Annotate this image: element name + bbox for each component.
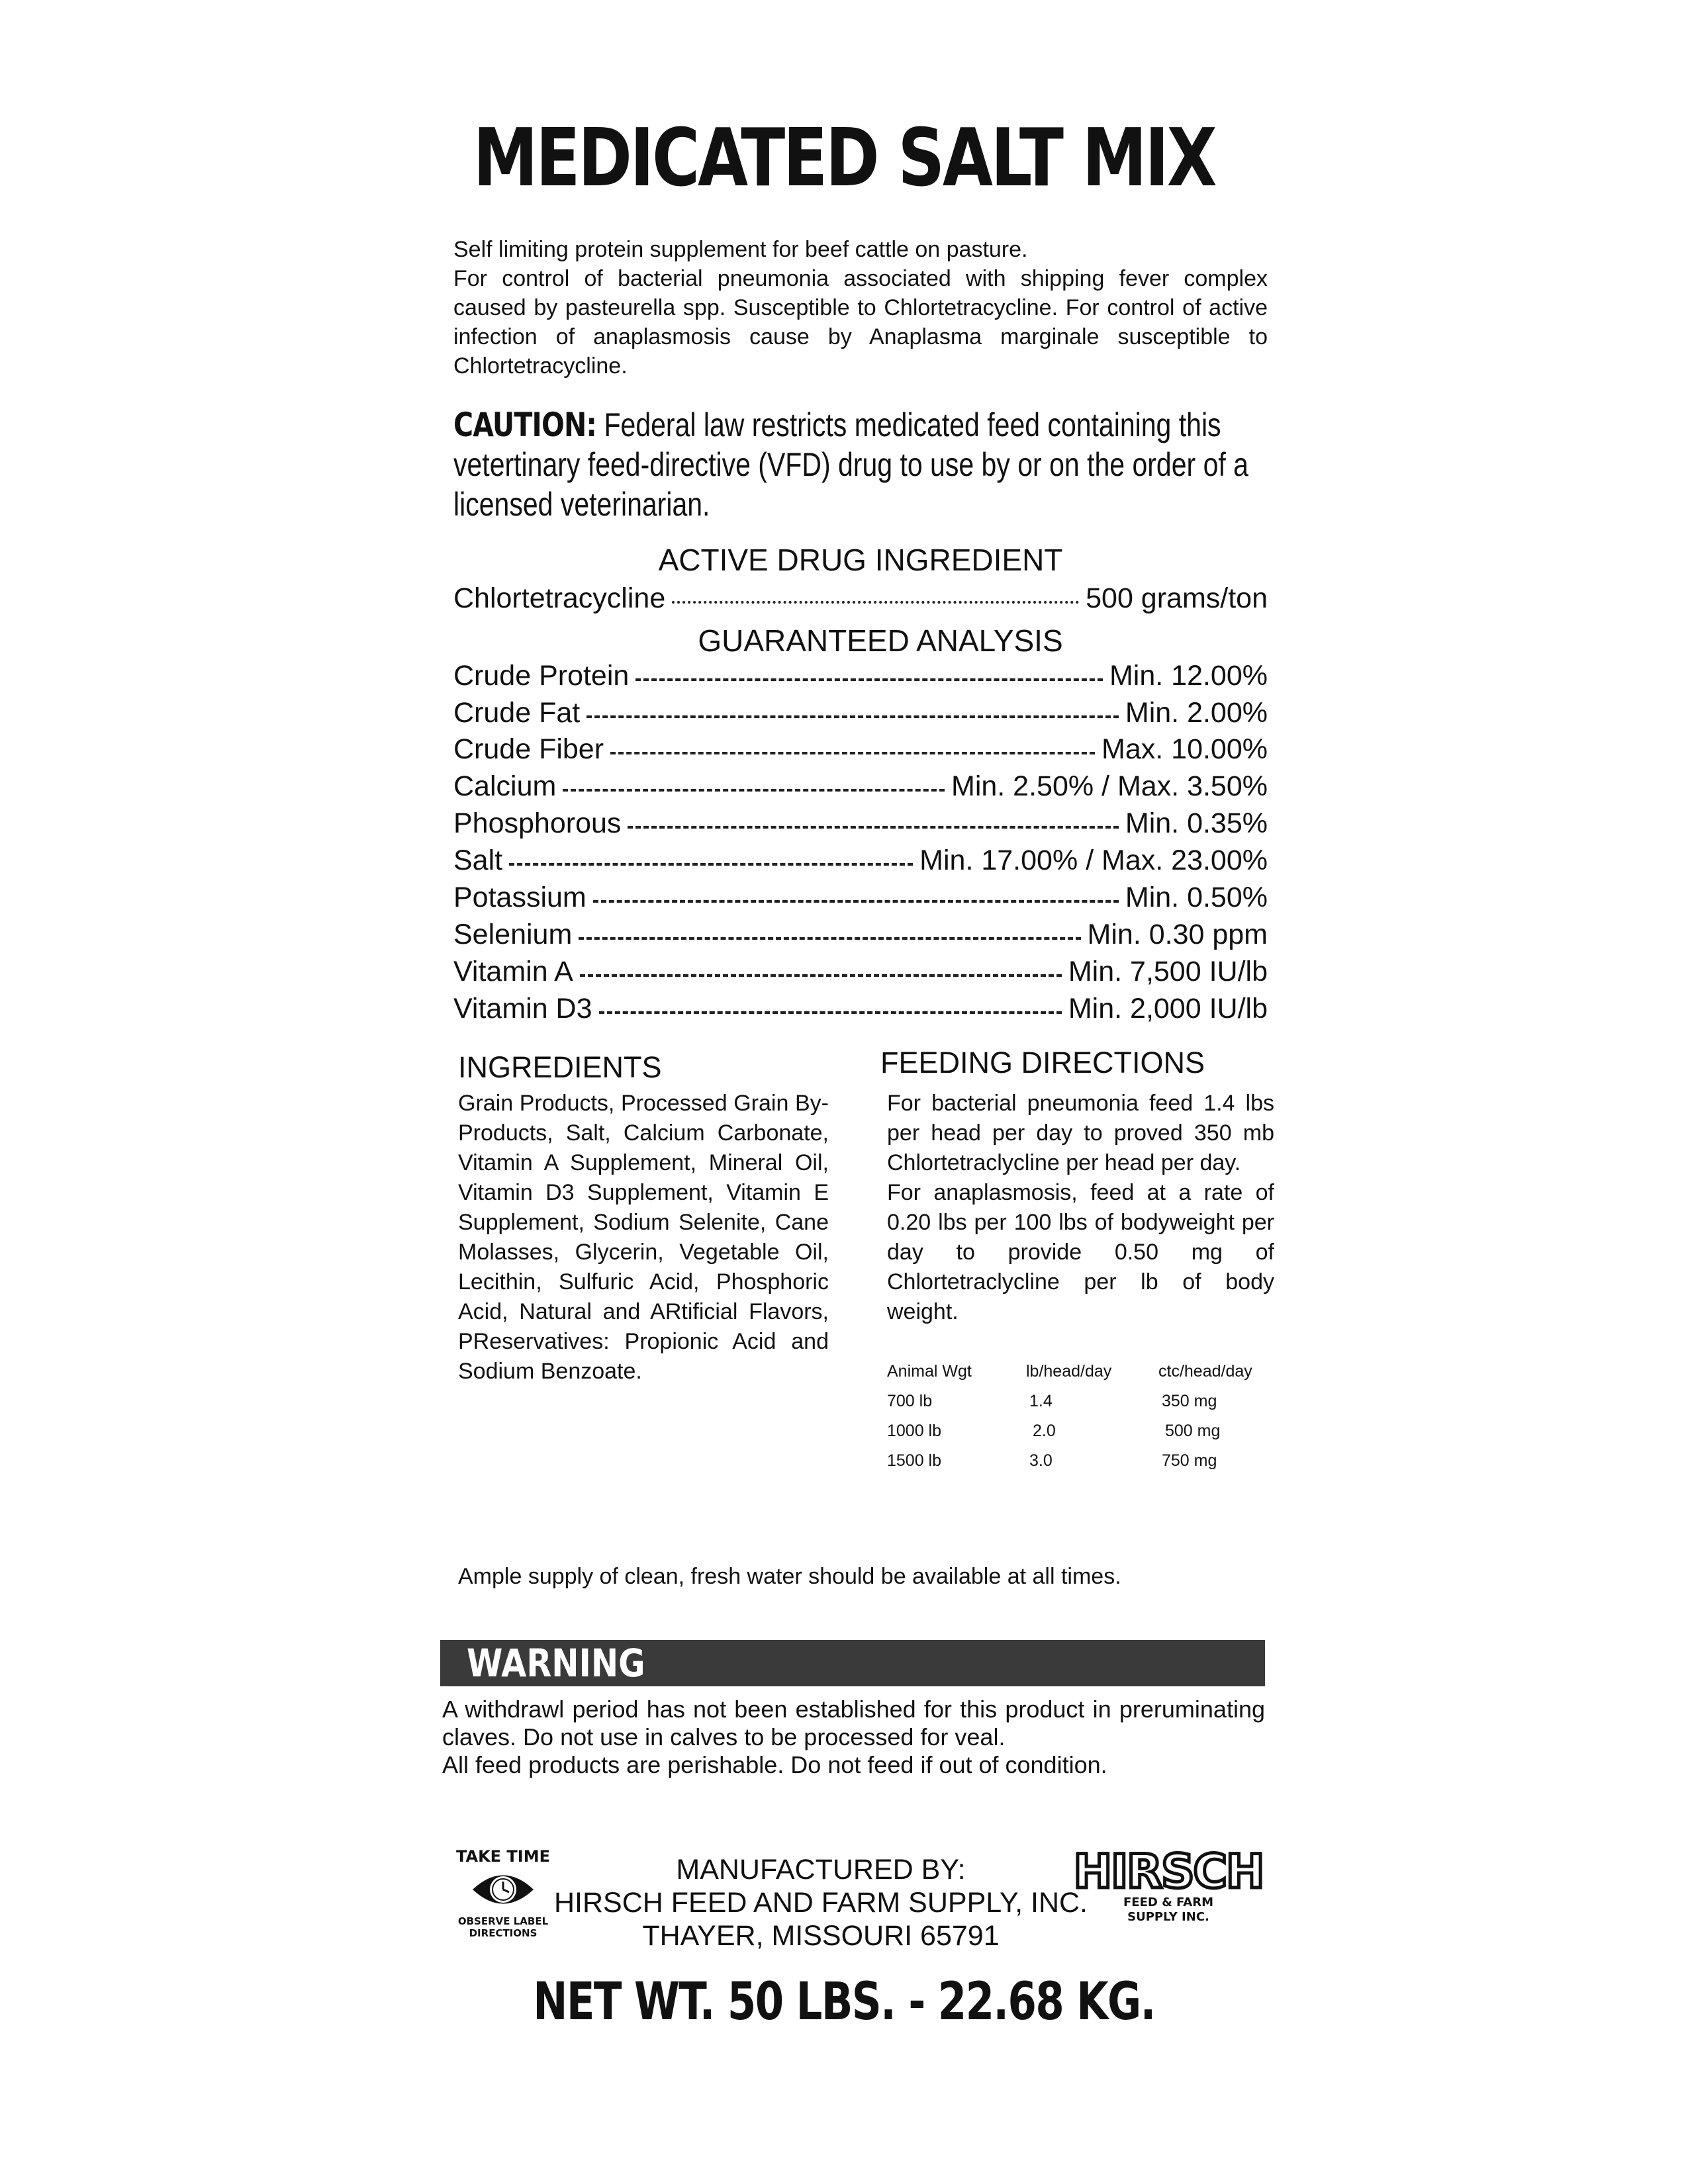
guaranteed-analysis-heading: GUARANTEED ANALYSIS (698, 623, 1063, 658)
feeding-heading: FEEDING DIRECTIONS (880, 1046, 1205, 1079)
analysis-value: Min. 7,500 IU/lb (1068, 956, 1268, 987)
feeding-table-header-cell: ctc/head/day (1158, 1362, 1252, 1381)
net-weight: NET WT. 50 LBS. - 22.68 KG. (533, 1972, 1155, 2032)
leader-dots (672, 601, 1079, 604)
feeding-table-header-cell: Animal Wgt (887, 1362, 972, 1381)
analysis-row (453, 768, 1268, 805)
logo-word: HIRSCH (1073, 1846, 1264, 1899)
badge-top-text: TAKE TIME (455, 1847, 550, 1866)
analysis-name: Selenium (453, 919, 573, 950)
analysis-name: Calcium (453, 770, 557, 802)
feeding-para-anaplasmosis: For anaplasmosis, feed at a rate of 0.20 lbs per 100 lbs of bodyweight per day to provide 0.50 mg of Chlortetraclycline per lb of body weight. (887, 1180, 1274, 1324)
badge-bottom-line-2: DIRECTIONS (469, 1927, 538, 1939)
feeding-table (887, 1357, 1252, 1476)
caution-block (453, 405, 1273, 524)
ingredients-heading: INGREDIENTS (458, 1050, 662, 1084)
leader-dots (563, 789, 945, 792)
logo-line-1: FEED & FARM (1123, 1895, 1213, 1909)
warning-label: WARNING (467, 1641, 645, 1686)
caution-label: CAUTION: (453, 406, 597, 444)
eye-clock-icon (470, 1866, 536, 1913)
feeding-para-pneumonia: For bacterial pneumonia feed 1.4 lbs per head per day to proved 350 mb Chlortetraclycline per head per day. (887, 1091, 1274, 1175)
feeding-text (887, 1089, 1274, 1327)
warning-line-2: All feed products are perishable. Do not feed if out of condition. (442, 1751, 1107, 1778)
leader-dots (599, 1011, 1062, 1014)
intro-line-2: For control of bacterial pneumonia associated with shipping fever complex caused by pasteurella spp. Susceptible to Chlortetracycline. For control of active infection of anaplasmosis cause by Anaplasma marginale susceptible to Chlortetracycline. (453, 266, 1268, 379)
intro-text (453, 235, 1268, 381)
analysis-value: Max. 10.00% (1102, 733, 1268, 765)
analysis-value: Min. 2.00% (1125, 697, 1268, 729)
feeding-table-cell: 750 mg (1162, 1451, 1217, 1470)
leader-dots (635, 678, 1103, 681)
intro-line-1: Self limiting protein supplement for beef cattle on pasture. (453, 237, 1028, 262)
analysis-row (453, 953, 1268, 990)
water-note: Ample supply of clean, fresh water should be available at all times. (458, 1564, 1121, 1589)
leader-dots (593, 900, 1119, 903)
feeding-table-cell: 1.4 (1029, 1392, 1053, 1410)
feeding-table-cell: 500 mg (1165, 1422, 1221, 1440)
analysis-name: Potassium (453, 882, 586, 913)
analysis-row (453, 657, 1268, 694)
analysis-row (453, 990, 1268, 1027)
analysis-value: Min. 0.50% (1125, 882, 1268, 913)
feeding-table-cell: 1000 lb (887, 1422, 942, 1440)
active-drug-heading: ACTIVE DRUG INGREDIENT (658, 543, 1063, 577)
manufacturer-label: MANUFACTURED BY: (676, 1854, 966, 1886)
analysis-value: Min. 0.35% (1125, 807, 1268, 839)
analysis-name: Crude Fat (453, 697, 581, 729)
active-drug-name: Chlortetracycline (453, 582, 666, 614)
manufacturer-block (549, 1853, 1092, 1952)
feeding-table-cell: 350 mg (1162, 1392, 1217, 1410)
feeding-table-row (887, 1446, 1252, 1476)
feeding-table-header-cell: lb/head/day (1026, 1362, 1112, 1381)
analysis-row (453, 731, 1268, 768)
analysis-name: Crude Fiber (453, 733, 604, 765)
analysis-row (453, 805, 1268, 842)
leader-dots (580, 974, 1062, 977)
analysis-value: Min. 2.50% / Max. 3.50% (951, 770, 1268, 802)
leader-dots (586, 715, 1119, 718)
leader-dots (628, 826, 1118, 829)
active-drug-row (453, 580, 1268, 617)
ingredients-text: Grain Products, Processed Grain By-Products, Salt, Calcium Carbonate, Vitamin A Supplement, Mineral Oil, Vitamin D3 Supplement, Vitamin E Supplement, Sodium Selenite, Cane Molasses, Glycerin, Vegetable Oil, Lecithin, Sulfuric Acid, Phosphoric Acid, Natural and ARtificial Flavors, PReservatives: Propionic Acid and Sodium Benzoate. (458, 1091, 829, 1384)
analysis-value: Min. 12.00% (1109, 660, 1268, 692)
badge-bottom-line-1: OBSERVE LABEL (457, 1915, 549, 1927)
leader-dots (579, 937, 1080, 940)
analysis-name: Vitamin D3 (453, 993, 592, 1024)
logo-line-2: SUPPLY INC. (1127, 1910, 1209, 1924)
observe-label-badge (450, 1846, 556, 1939)
analysis-row (453, 916, 1268, 953)
active-drug-value: 500 grams/ton (1086, 582, 1268, 614)
caution-text: Federal law restricts medicated feed containing this vetertinary feed-directive (VFD) drug to use by or on the order of a licensed veterinarian. (453, 406, 1248, 523)
feeding-table-header (887, 1357, 1252, 1387)
product-title: MEDICATED SALT MIX (473, 113, 1215, 205)
leader-dots (509, 863, 913, 866)
analysis-value: Min. 2,000 IU/lb (1068, 993, 1268, 1024)
feeding-table-cell: 3.0 (1029, 1451, 1053, 1470)
analysis-name: Crude Protein (453, 660, 630, 692)
manufacturer-name: HIRSCH FEED AND FARM SUPPLY, INC. (553, 1887, 1088, 1919)
warning-text (442, 1696, 1265, 1779)
feeding-table-cell: 2.0 (1033, 1422, 1056, 1440)
analysis-name: Vitamin A (453, 956, 573, 987)
feeding-table-row (887, 1416, 1252, 1446)
warning-line-1: A withdrawl period has not been established for this product in preruminating claves. Do not use in calves to be processed for veal. (442, 1696, 1265, 1751)
analysis-row (453, 879, 1268, 916)
feeding-table-cell: 1500 lb (887, 1451, 942, 1470)
warning-bar (440, 1640, 1265, 1686)
leader-dots (610, 752, 1095, 754)
manufacturer-address: THAYER, MISSOURI 65791 (642, 1920, 1000, 1952)
analysis-row (453, 842, 1268, 879)
analysis-name: Salt (453, 844, 503, 876)
analysis-row (453, 694, 1268, 731)
feeding-table-cell: 700 lb (887, 1392, 933, 1410)
analysis-value: Min. 0.30 ppm (1087, 919, 1268, 950)
feeding-table-row (887, 1387, 1252, 1416)
hirsch-logo (1072, 1846, 1264, 1929)
analysis-value: Min. 17.00% / Max. 23.00% (919, 844, 1268, 876)
analysis-name: Phosphorous (453, 807, 622, 839)
